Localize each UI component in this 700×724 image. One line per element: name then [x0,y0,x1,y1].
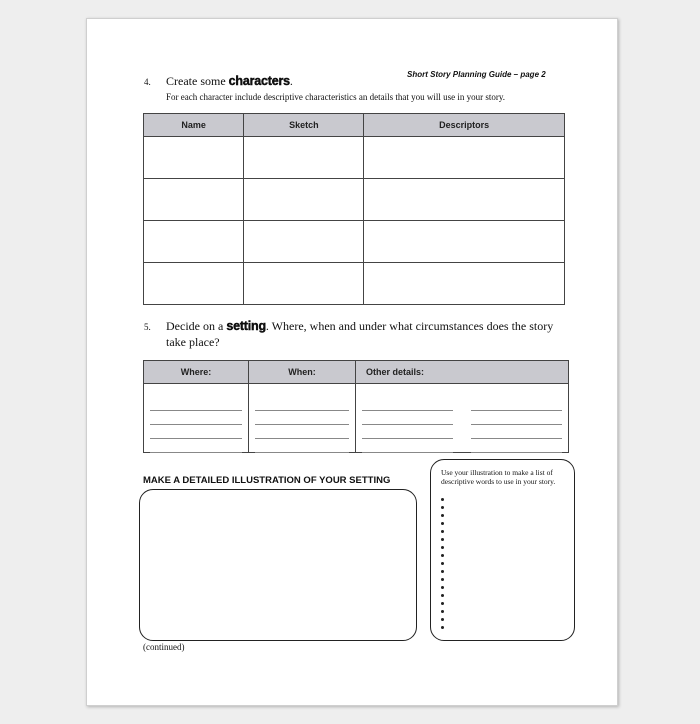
table-row [144,137,565,179]
guide-page-header: Short Story Planning Guide – page 2 [407,70,546,79]
descriptors-cell[interactable] [364,137,565,179]
characters-header-row [144,114,565,137]
table-row [144,263,565,305]
section-5-suffix: . Where, when and under what circumstances does the story [265,319,554,333]
writing-lines [362,397,562,453]
setting-lines-row [144,384,569,453]
section-5-line2: take place? [166,335,220,349]
continued-note: (continued) [143,642,185,652]
writing-lines [255,397,349,453]
writing-lines [150,397,242,453]
setting-table [143,360,569,453]
name-cell[interactable] [144,263,244,305]
characters-table [143,113,565,305]
section-5-heading [144,319,564,350]
descriptors-cell[interactable] [364,179,565,221]
other-details-cell[interactable] [356,384,569,453]
section-5-keyword: setting [226,319,266,333]
name-cell[interactable] [144,221,244,263]
sketch-cell[interactable] [244,263,364,305]
descriptors-cell[interactable] [364,263,565,305]
word-list-instructions: Use your illustration to make a list of descriptive words to use in your story. [441,468,556,486]
section-5-number: 5. [144,322,151,332]
column-header-descriptors: Descriptors [364,114,565,137]
where-cell[interactable] [144,384,249,453]
setting-header-row [144,361,569,384]
name-cell[interactable] [144,137,244,179]
when-cell[interactable] [249,384,356,453]
sketch-cell[interactable] [244,221,364,263]
section-4-prefix: Create some [166,74,226,88]
section-4-suffix: . [289,74,293,88]
table-row [144,221,565,263]
bullet-list [441,498,444,634]
illustration-box[interactable] [139,489,417,641]
section-5-prefix: Decide on a [166,319,224,333]
sketch-cell[interactable] [244,179,364,221]
descriptors-cell[interactable] [364,221,565,263]
descriptive-words-box[interactable] [430,459,575,641]
column-header-name: Name [144,114,244,137]
column-header-where: Where: [144,361,249,384]
sketch-cell[interactable] [244,137,364,179]
section-4-keyword: characters [228,74,290,88]
name-cell[interactable] [144,179,244,221]
section-4-number: 4. [144,77,151,87]
column-header-other-details: Other details: [356,361,569,384]
column-header-sketch: Sketch [244,114,364,137]
column-header-when: When: [249,361,356,384]
illustration-title: MAKE A DETAILED ILLUSTRATION OF YOUR SETTING [143,475,391,486]
section-4-heading [144,74,293,89]
table-row [144,179,565,221]
worksheet-page [86,18,618,706]
section-4-instructions: For each character include descriptive characteristics an details that you will use in your story. [166,92,506,102]
